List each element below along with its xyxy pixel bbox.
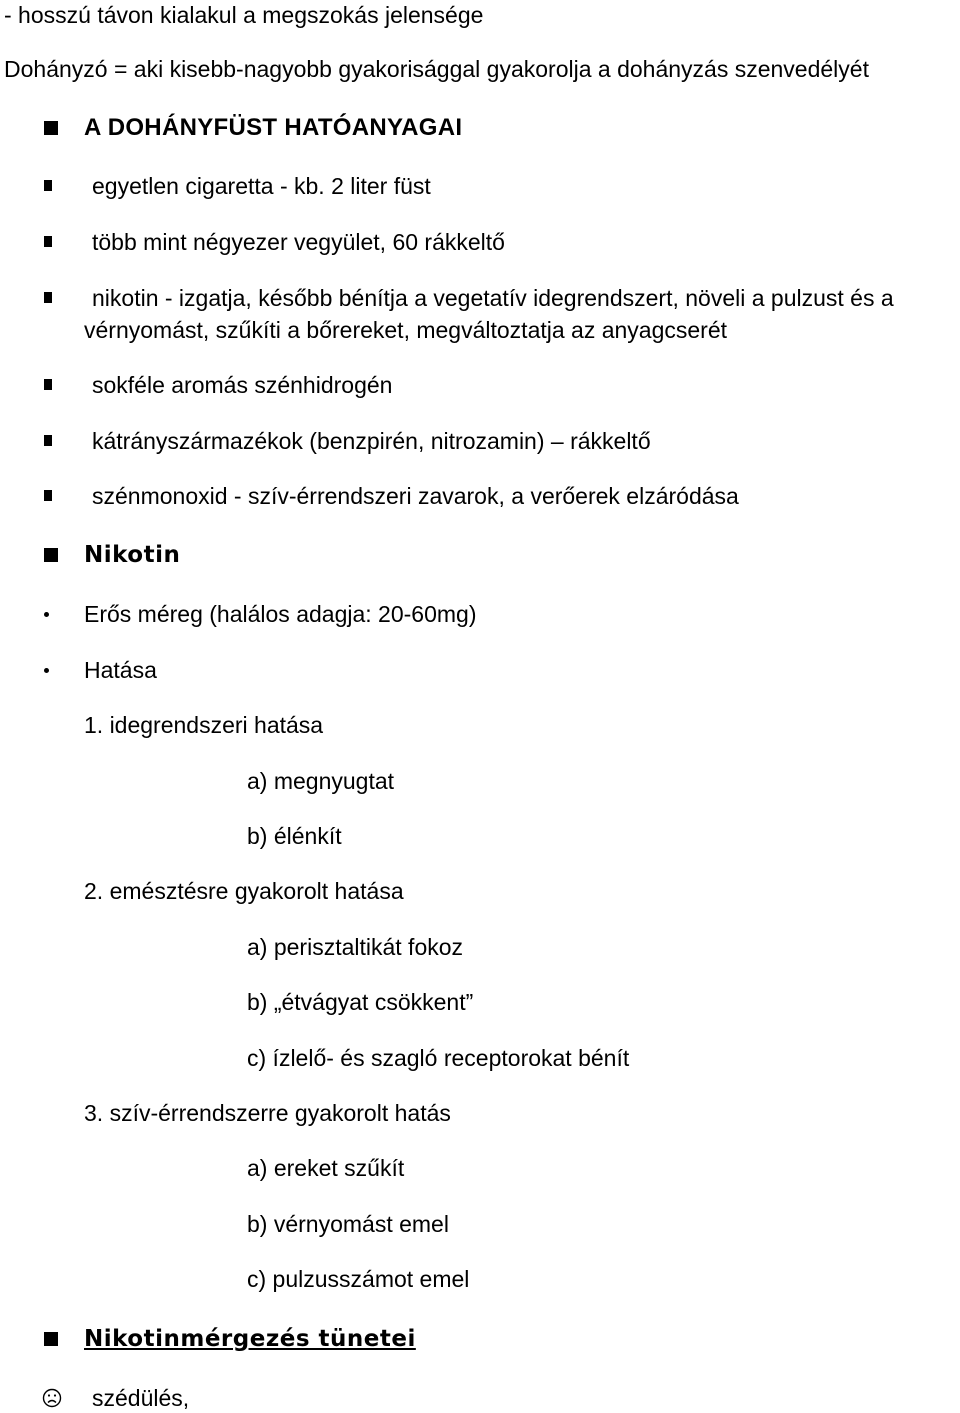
section-heading-tobacco-smoke: A DOHÁNYFÜST HATÓANYAGAI <box>84 114 463 141</box>
effect-item: c) ízlelő- és szagló receptorokat bénít <box>247 1045 630 1071</box>
section-heading-nicotine: Nikotin <box>84 542 181 568</box>
dot-bullet-icon <box>44 612 49 617</box>
square-bullet-icon <box>44 548 58 562</box>
list-item: kátrányszármazékok (benzpirén, nitrozamin) – rákkeltő <box>92 428 651 454</box>
small-square-bullet-icon <box>44 180 52 191</box>
small-square-bullet-icon <box>44 379 52 390</box>
effect-item: b) „étvágyat csökkent” <box>247 989 474 1015</box>
small-square-bullet-icon <box>44 292 52 303</box>
section-heading-nicotine-poisoning: Nikotinmérgezés tünetei <box>84 1326 416 1352</box>
intro-line-habit: - hosszú távon kialakul a megszokás jelensége <box>4 2 484 28</box>
small-square-bullet-icon <box>44 236 52 247</box>
list-item: szénmonoxid - szív-érrendszeri zavarok, a verőerek elzáródása <box>92 483 739 509</box>
effect-item: b) élénkít <box>247 823 342 849</box>
effect-item: a) perisztaltikát fokoz <box>247 934 464 960</box>
dot-bullet-icon <box>44 668 49 673</box>
effect-item: b) vérnyomást emel <box>247 1211 449 1237</box>
list-item: Hatása <box>84 657 157 683</box>
intro-line-smoker-definition: Dohányzó = aki kisebb-nagyobb gyakorisággal gyakorolja a dohányzás szenvedélyét <box>4 56 869 82</box>
small-square-bullet-icon <box>44 490 52 501</box>
list-item: egyetlen cigaretta - kb. 2 liter füst <box>92 173 431 199</box>
list-item: nikotin - izgatja, később bénítja a vegetatív idegrendszert, növeli a pulzust és a <box>92 285 894 311</box>
effect-item: c) pulzusszámot emel <box>247 1266 470 1292</box>
effect-item: a) megnyugtat <box>247 768 395 794</box>
list-item: Erős méreg (halálos adagja: 20-60mg) <box>84 601 477 627</box>
effect-item: a) ereket szűkít <box>247 1155 405 1181</box>
small-square-bullet-icon <box>44 435 52 446</box>
frowning-face-icon <box>42 1388 62 1408</box>
effect-title: 1. idegrendszeri hatása <box>84 712 324 738</box>
list-item: sokféle aromás szénhidrogén <box>92 372 393 398</box>
square-bullet-icon <box>44 1332 58 1346</box>
list-item: több mint négyezer vegyület, 60 rákkeltő <box>92 229 505 255</box>
effect-title: 2. emésztésre gyakorolt hatása <box>84 878 404 904</box>
square-bullet-icon <box>44 121 58 135</box>
list-item-continuation: vérnyomást, szűkíti a bőrereket, megváltoztatja az anyagcserét <box>84 317 728 343</box>
effect-title: 3. szív-érrendszerre gyakorolt hatás <box>84 1100 451 1126</box>
list-item: szédülés, <box>92 1385 190 1411</box>
